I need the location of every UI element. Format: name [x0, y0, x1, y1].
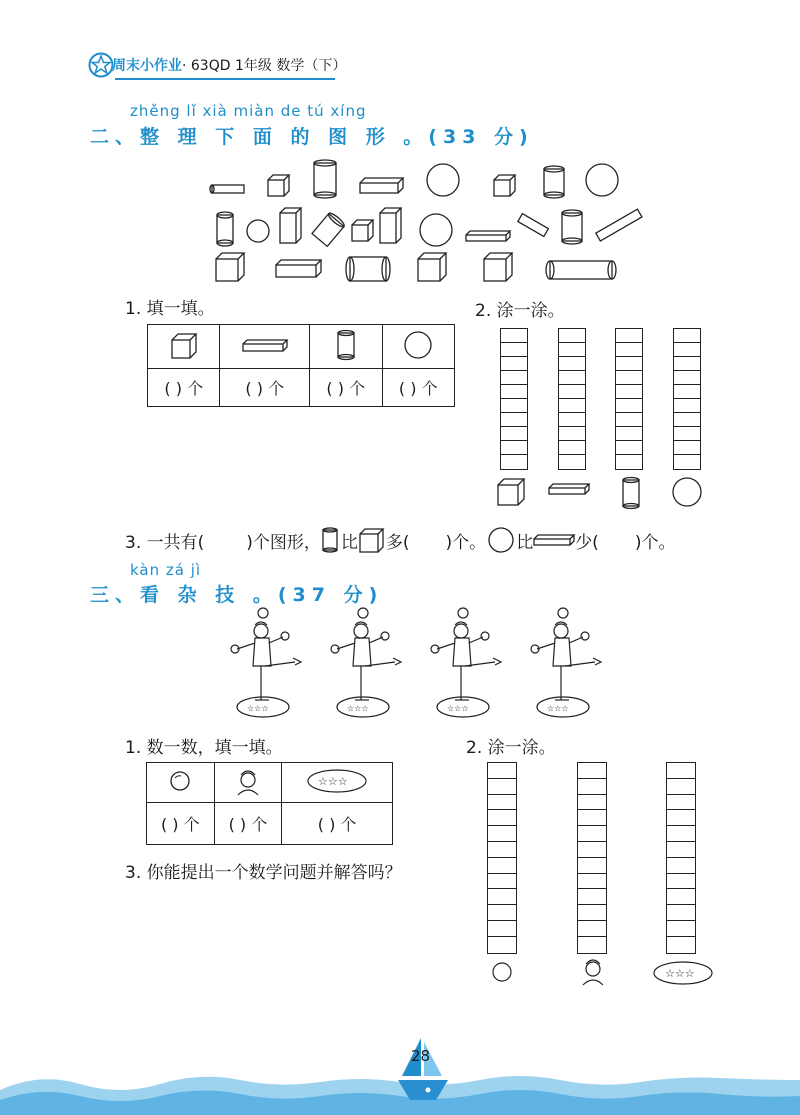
q3-part7: 少( — [575, 532, 599, 553]
star-stage-icon — [305, 767, 369, 795]
star-logo-icon — [88, 52, 114, 78]
q3-part2: )个图形， — [246, 532, 321, 553]
cuboid-tall-icon — [380, 208, 401, 243]
q3-part8: )个。 — [634, 532, 676, 553]
table-header-cube — [148, 325, 220, 369]
sphere-icon — [427, 164, 459, 196]
svg-text:☆☆☆: ☆☆☆ — [318, 774, 348, 788]
acrobat-4 — [531, 608, 601, 717]
table-header-ball — [147, 763, 215, 803]
column-labels — [495, 476, 715, 510]
sphere-icon — [403, 330, 433, 360]
section3-title: 三、看 杂 技 。(37 分) — [90, 584, 384, 606]
header-title — [112, 55, 346, 75]
section2-q2: 2. 涂一涂。 — [475, 301, 565, 321]
answer-cell-ball[interactable]: ( ) 个 — [147, 803, 215, 845]
acrobat-count-table — [146, 762, 393, 845]
sphere-icon — [420, 214, 452, 246]
table-header-sphere — [382, 325, 455, 369]
section2-pinyin: zhěng lǐ xià miàn de tú xíng — [130, 102, 367, 120]
acrobat-2 — [331, 608, 401, 717]
header-brand: 周末小作业 — [112, 58, 182, 74]
cylinder-tilted-icon — [312, 211, 346, 246]
cube-icon — [216, 253, 244, 281]
ball-icon — [493, 963, 511, 981]
cylinder-lying-icon — [346, 257, 390, 281]
cylinder-icon — [562, 210, 582, 244]
cube-icon — [418, 253, 446, 281]
section2-q1: 1. 填一填。 — [125, 299, 215, 319]
cube-icon — [352, 220, 373, 241]
cuboid-flat-icon — [241, 337, 289, 353]
ball-icon — [168, 769, 192, 793]
answer-cell-performer[interactable]: ( ) 个 — [214, 803, 282, 845]
cube-icon — [494, 175, 515, 196]
cylinder-tilted-icon — [596, 209, 642, 241]
cube-icon — [358, 527, 386, 553]
color-column-ball[interactable] — [487, 762, 517, 954]
shapes-count-table — [147, 324, 455, 407]
cuboid-flat-icon — [360, 178, 403, 193]
section3-pinyin: kàn zá jì — [130, 561, 202, 579]
table-header-stage — [282, 763, 393, 803]
sphere-icon — [486, 526, 516, 554]
cuboid-flat-icon — [466, 231, 510, 241]
cylinder-lying-icon — [210, 185, 244, 193]
cylinder-icon — [321, 527, 341, 553]
cylinder-tall-icon — [314, 160, 336, 198]
acrobats-scene — [225, 605, 615, 723]
cuboid-flat-icon — [549, 484, 589, 494]
svg-text:☆☆☆: ☆☆☆ — [665, 967, 695, 980]
performer-head-icon — [583, 960, 603, 985]
cylinder-icon — [544, 166, 564, 198]
answer-cell-cube[interactable]: ( ) 个 — [148, 369, 220, 407]
answer-cell-cuboid[interactable]: ( ) 个 — [220, 369, 310, 407]
wave-footer — [0, 1030, 800, 1115]
cylinder-tilted-icon — [518, 214, 548, 237]
table-header-cuboid — [220, 325, 310, 369]
acrobat-1 — [231, 608, 301, 717]
cylinder-icon — [217, 212, 233, 246]
shapes-scatter — [200, 155, 630, 290]
section3-q3: 3. 你能提出一个数学问题并解答吗？ — [125, 863, 402, 883]
q3-part1: 3. 一共有( — [125, 532, 205, 553]
color-column-stage[interactable] — [666, 762, 696, 954]
section2-title: 二、整 理 下 面 的 图 形 。(33 分) — [90, 126, 534, 148]
cylinder-icon — [623, 478, 639, 509]
cube-icon — [268, 175, 289, 196]
cube-icon — [498, 479, 524, 505]
section3-q2: 2. 涂一涂。 — [466, 738, 556, 758]
answer-cell-sphere[interactable]: ( ) 个 — [382, 369, 455, 407]
sphere-icon — [673, 478, 701, 506]
table-header-performer — [214, 763, 282, 803]
q3-part4: 多( — [385, 532, 410, 553]
q3-part5: )个。 — [445, 532, 487, 553]
page-number: 28 — [411, 1047, 431, 1065]
cube-icon — [484, 253, 512, 281]
color-column-performer[interactable] — [577, 762, 607, 954]
color-column-cylinder[interactable] — [615, 328, 643, 470]
sphere-icon — [586, 164, 618, 196]
color-column-cube[interactable] — [500, 328, 528, 470]
table-header-cylinder — [310, 325, 382, 369]
header-subtitle: · 63QD 1年级 数学（下） — [182, 58, 347, 74]
header-underline — [115, 78, 335, 80]
performer-head-icon — [232, 765, 264, 797]
acrobat-3 — [431, 608, 501, 717]
cube-icon — [169, 332, 199, 358]
answer-cell-stage[interactable]: ( ) 个 — [282, 803, 393, 845]
cylinder-lying-icon — [546, 261, 616, 279]
cylinder-icon — [335, 329, 357, 361]
color-column-cuboid[interactable] — [558, 328, 586, 470]
section2-q3 — [125, 526, 675, 554]
q3-part3: 比 — [340, 532, 358, 553]
q3-part6: 比 — [516, 532, 534, 553]
section3-q1: 1. 数一数，填一填。 — [125, 738, 283, 758]
sphere-icon — [247, 220, 269, 242]
cuboid-flat-icon — [276, 260, 321, 277]
column-labels-2 — [485, 955, 725, 991]
cuboid-flat-icon — [533, 533, 575, 547]
answer-cell-cylinder[interactable]: ( ) 个 — [310, 369, 382, 407]
cuboid-tall-icon — [280, 208, 301, 243]
color-column-sphere[interactable] — [673, 328, 701, 470]
